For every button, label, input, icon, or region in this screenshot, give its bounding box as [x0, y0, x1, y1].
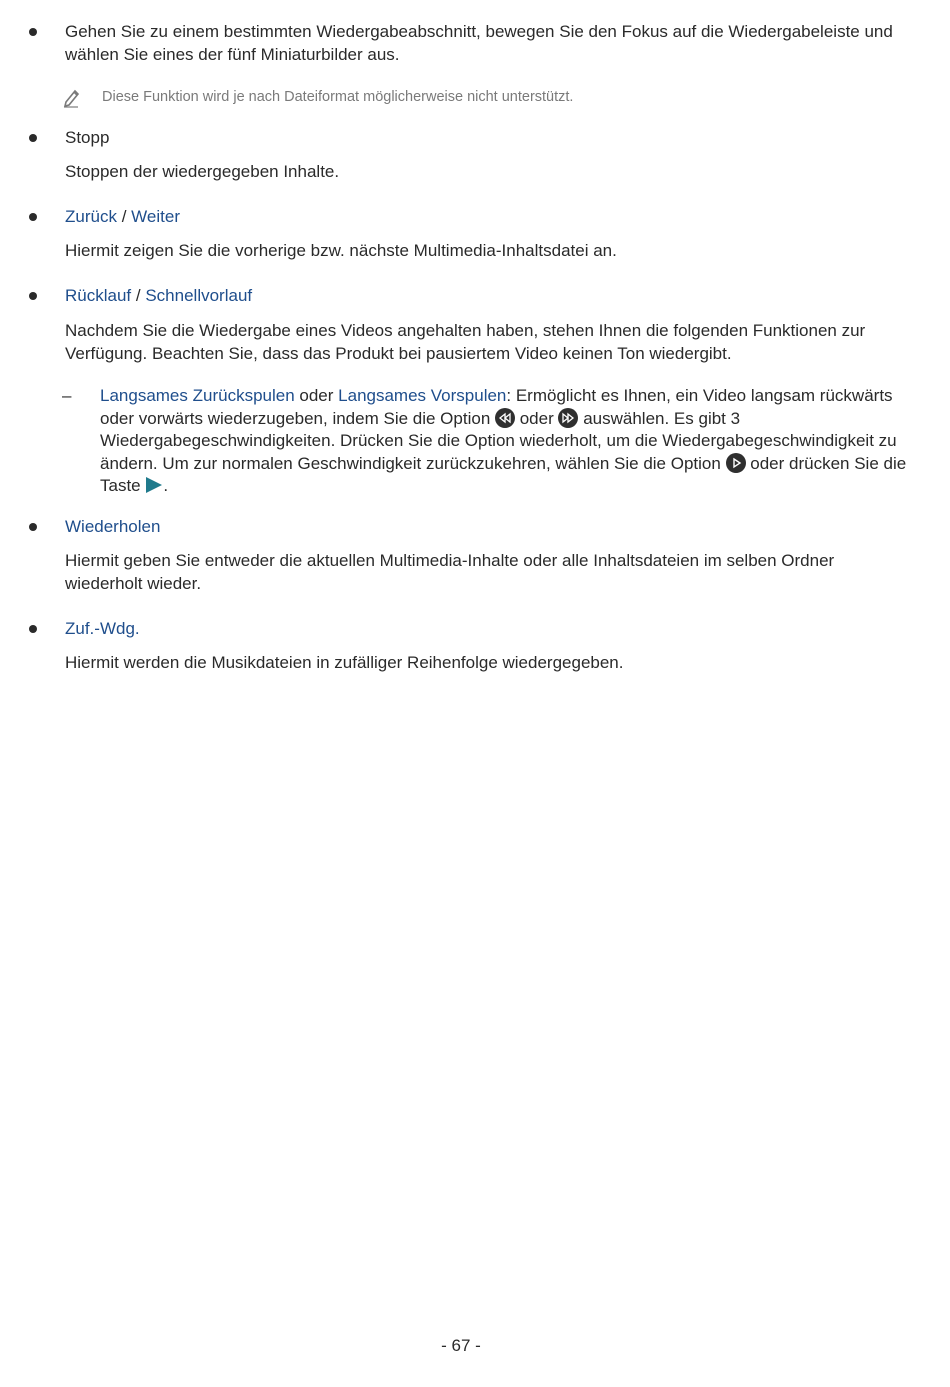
sub-text: auswählen. Es gibt 3 Wiedergabegeschwindigkeiten. Drücken Sie die Option wiederholt, um die Wiedergabegeschwindigkeit zu ändern. Um zur normalen Geschwindigkeit zurückzukehren, wählen Sie die Option	[100, 408, 897, 473]
term-zurueck: Zurück	[65, 207, 117, 226]
play-triangle-icon	[145, 476, 163, 501]
slow-rewind-icon	[495, 408, 515, 428]
heading-zufallswiedergabe: Zuf.-Wdg.	[65, 619, 140, 638]
heading-ruecklauf-schnellvorlauf	[65, 284, 252, 307]
heading-zurueck-weiter	[65, 205, 180, 228]
term-langsames-zurueckspulen: Langsames Zurückspulen	[100, 386, 295, 405]
term-schnellvorlauf: Schnellvorlauf	[145, 286, 253, 305]
bullet	[28, 134, 38, 144]
sub-item-slow-playback	[100, 385, 915, 501]
paragraph-thumbnails: Gehen Sie zu einem bestimmten Wiedergabeabschnitt, bewegen Sie den Fokus auf die Wiedergabeleiste und wählen Sie eines der fünf Miniaturbilder aus.	[65, 22, 893, 64]
bullet	[28, 523, 38, 533]
bullet	[28, 213, 38, 223]
desc-wiederholen: Hiermit geben Sie entweder die aktuellen Multimedia-Inhalte oder alle Inhaltsdateien im selben Ordner wiederholt wieder.	[65, 551, 835, 593]
desc-zufallswiedergabe: Hiermit werden die Musikdateien in zufälliger Reihenfolge wiedergegeben.	[65, 653, 624, 672]
desc-ruecklauf: Nachdem Sie die Wiedergabe eines Videos angehalten haben, stehen Ihnen die folgenden Funktionen zur Verfügung. Beachten Sie, dass das Produkt bei pausiertem Video keinen Ton wiedergibt.	[65, 321, 866, 363]
bullet	[28, 292, 38, 302]
sub-text: oder	[294, 386, 339, 405]
pencil-note-icon	[63, 88, 81, 108]
desc-zurueck-weiter: Hiermit zeigen Sie die vorherige bzw. nächste Multimedia-Inhaltsdatei an.	[65, 241, 617, 260]
sub-text: oder drücken Sie die Taste	[100, 453, 907, 495]
desc-stopp: Stoppen der wiedergegeben Inhalte.	[65, 162, 340, 181]
heading-stopp: Stopp	[65, 128, 110, 147]
sub-text: oder	[515, 408, 559, 428]
separator: /	[135, 286, 141, 305]
slow-forward-icon	[558, 408, 578, 428]
bullet	[28, 625, 38, 635]
sub-item-dash: –	[62, 386, 72, 405]
page-number: - 67 -	[441, 1336, 481, 1355]
note-text: Diese Funktion wird je nach Dateiformat möglicherweise nicht unterstützt.	[102, 89, 574, 105]
bullet	[28, 28, 38, 38]
term-weiter: Weiter	[131, 207, 180, 226]
heading-wiederholen: Wiederholen	[65, 517, 161, 536]
separator: /	[121, 207, 127, 226]
term-langsames-vorspulen: Langsames Vorspulen	[338, 386, 507, 405]
term-ruecklauf: Rücklauf	[65, 286, 132, 305]
sub-text: .	[163, 476, 169, 495]
sub-text: : Ermöglicht es Ihnen, ein Video langsam rückwärts oder vorwärts wiederzugeben, indem Sie die Option	[100, 386, 893, 428]
play-circle-icon	[726, 453, 746, 473]
